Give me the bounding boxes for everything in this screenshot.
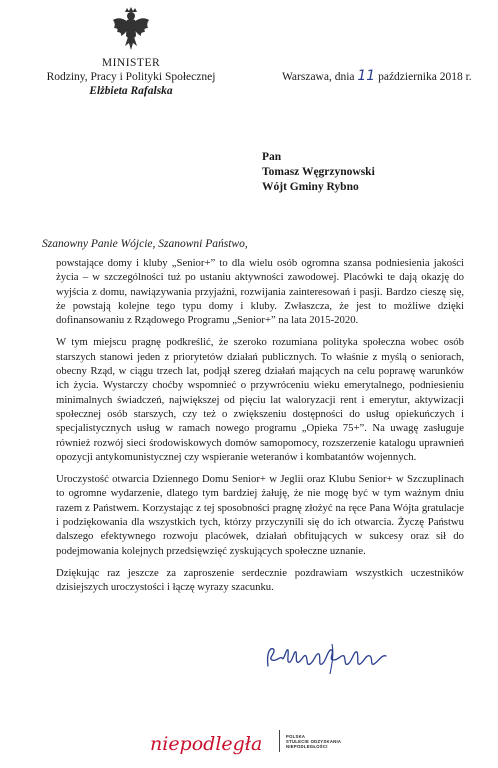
footer-divider: [279, 730, 280, 752]
place-date-prefix: Warszawa, dnia: [282, 71, 355, 83]
addressee-line-2: Tomasz Węgrzynowski: [262, 166, 375, 178]
footer-caption-line-1: POLSKA: [286, 734, 306, 739]
handwritten-day: 11: [357, 68, 376, 84]
handwritten-signature: [262, 640, 402, 676]
addressee-line-1: Pan: [262, 151, 282, 163]
minister-name: Elżbieta Rafalska: [89, 85, 173, 97]
sender-header: [0, 56, 262, 98]
addressee-block: [262, 150, 375, 195]
salutation: Szanowny Panie Wójcie, Szanowni Państwo,: [42, 238, 248, 250]
minister-title: MINISTER: [101, 57, 161, 69]
polish-eagle-emblem: [111, 6, 151, 52]
place-date-suffix: października 2018 r.: [378, 71, 472, 83]
svg-text:niepodległa: niepodległa: [150, 733, 263, 755]
footer-caption-line-3: NIEPODLEGŁOŚCI: [286, 744, 328, 749]
letter-body: [56, 256, 464, 603]
ministry-name: Rodziny, Pracy i Polityki Społecznej: [46, 71, 216, 83]
place-date: [282, 68, 472, 84]
paragraph: W tym miejscu pragnę podkreślić, że szeroko rozumiana polityka społeczna wobec osób starszych stanowi jeden z priorytetów działań publicznych. To właśnie z myślą o seniorach, obecny Rząd, w ciągu trzech lat, podjął szereg działań mających na celu poprawę warunków ich życia. Wystarczy choćby wspomnieć o przywróceniu wieku emerytalnego, podniesieniu minimalnych świadczeń, największej od pięciu lat waloryzacji rent i emerytur, aktywizacji społecznej osób starszych, czy też o zwiększeniu dostępności do usług opiekuńczych i specjalistycznych usług w ramach nowego programu „Opieka 75+”. Na uwagę zasługuje również rozwój sieci środowiskowych domów samopomocy, rozszerzenie katalogu uprawnień opozycji antykomunistycznej czy wspieranie weteranów i kombatantów wojennych.: [56, 336, 464, 463]
footer-caption: [286, 734, 341, 749]
paragraph: powstające domy i kluby „Senior+” to dla wielu osób ogromna szansa podniesienia jakości życia – w szczególności tuż po ustaniu aktywności zawodowej. Placówki te dają okazję do wyjścia z domu, nawiązywania przyjaźni, rozwijania zainteresowań i pasji. Bardzo cieszę się, że powstają kolejne tego typu domy i kluby. Zwłaszcza, że jest to możliwe dzięki dofinansowaniu z Rządowego Programu „Senior+” na lata 2015-2020.: [56, 257, 464, 327]
footer-caption-line-2: STULECIE ODZYSKANIA: [286, 739, 342, 744]
paragraph: Uroczystość otwarcia Dziennego Domu Senior+ w Jeglii oraz Klubu Senior+ w Szczuplinach to ogromne wydarzenie, dlatego tym bardziej żałuję, że nie mogę być w tym ważnym dniu razem z Państwem. Korzystając z tej sposobności pragnę złożyć na ręce Pana Wójta gratulacje i podziękowania dla wszystkich tych, którzy przyczynili się do ich otwarcia. Życzę Państwu dalszego efektywnego rozwoju placówek, działań obfitujących w sukcesy oraz sił do podejmowania kolejnych przedsięwzięć zyskujących społeczne uznanie.: [56, 473, 464, 557]
addressee-line-3: Wójt Gminy Rybno: [262, 181, 359, 193]
paragraph: Dziękując raz jeszcze za zaproszenie serdecznie pozdrawiam wszystkich uczestników dzisiejszych uroczystości i łączę wyrazy szacunku.: [56, 566, 464, 594]
niepodlegla-logo: [150, 728, 300, 758]
